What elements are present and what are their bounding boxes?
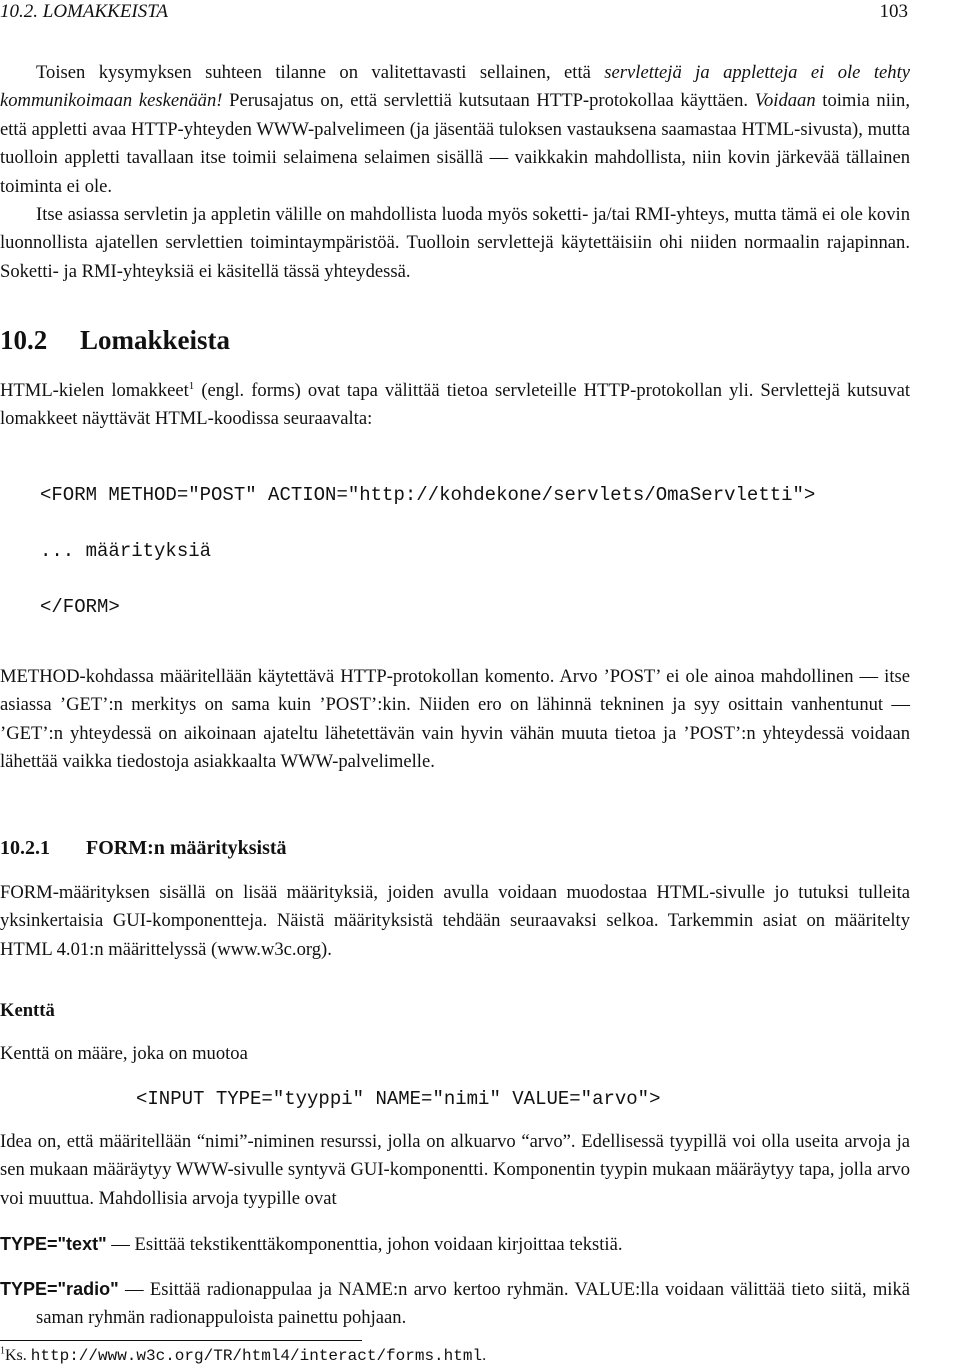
page-number: 103 [879,1,908,22]
chapter-title: 10.2. LOMAKKEISTA [0,1,169,22]
footnote-label: Ks. [5,1347,31,1364]
emphasis: Voidaan [754,90,816,112]
footnote-link[interactable]: http://www.w3c.org/TR/html4/interact/forms.html [30,1347,483,1365]
kentta-intro: Kenttä on määre, joka on muotoa [0,1043,248,1064]
subsection-title: FORM:n määrityksistä [86,837,287,859]
section-heading [0,322,230,358]
subsection-text [0,879,910,964]
subsection-number: 10.2.1 [0,837,50,859]
section-intro [0,377,910,434]
intro-paragraph-2: Itse asiassa servletin ja appletin välille on mahdollista luoda myös soketti- ja/tai RMI-yhteys, mutta tämä ei ole kovin luonnollista ajatellen servlettien toimintaympäristöä. Tuolloin servlettejä käytettäisiin ohi niiden normaalin rajapinnan. Soketti- ja RMI-yhteyksiä ei käsitellä tässä yhteydessä. [0,204,910,282]
emphasis: servlettejä ja appletteja ei ole tehty kommunikoimaan keskenään! [0,62,910,112]
type-text-term: TYPE="text" [0,1234,107,1254]
method-text [0,663,910,777]
subsection-heading [0,834,287,862]
form-code-line-1: <FORM METHOD="POST" ACTION="http://kohdekone/servlets/OmaServletti"> [40,484,816,506]
type-radio-definition [0,1275,910,1333]
intro-text [0,59,910,286]
type-radio-term: TYPE="radio" [0,1279,119,1299]
kentta-text [0,1128,910,1213]
running-head [0,0,908,26]
kentta-heading: Kenttä [0,1000,55,1021]
input-code: <INPUT TYPE="tyyppi" NAME="nimi" VALUE="arvo"> [136,1088,661,1110]
footnote-ref[interactable]: 1 [188,379,195,392]
subsection-paragraph: FORM-määrityksen sisällä on lisää määrityksiä, joiden avulla voidaan muodostaa HTML-sivulle jo tutuksi tulleita yksinkertaisia GUI-komponentteja. Näistä määrityksistä tehdään seuraavaksi selkoa. Tarkemmin asiat on määritelty HTML 4.01:n määrittelyssä (www.w3c.org). [0,882,910,960]
section-number: 10.2 [0,325,48,355]
section-title: Lomakkeista [80,325,231,355]
type-text-definition [0,1230,910,1259]
kentta-paragraph: Idea on, että määritellään “nimi”-niminen resurssi, jolla on alkuarvo “arvo”. Edellisessä tyypillä voi olla useita arvoja ja sen mukaan määräytyy WWW-sivulle syntyvä GUI-komponentti. Komponentin tyypin mukaan määräytyy tapa, jolla arvo voi muuttua. Mahdollisia arvoja tyypille ovat [0,1131,910,1209]
section-paragraph-2: METHOD-kohdassa määritellään käytettävä HTTP-protokollan komento. Arvo ’POST’ ei ole ainoa mahdollinen — itse asiassa ’GET’:n merkitys on sama kuin ’POST’:kin. Niiden ero on lähinnä tekninen ja syy osittain vanhentunut — ’GET’:n yhteydessä on aikoinaan ajateltu lähetettävän vain hyvin vähän muuta tietoa ja ’POST’:n yhteydessä voidaan lähettää vaikka tiedostoja asiakkaalta WWW-palvelimelle. [0,666,910,773]
section-paragraph-1: HTML-kielen lomakkeet$^1$ (engl. forms) ovat tapa välittää tietoa servleteille HTTP-protokollan yli. Servlettejä kutsuvat lomakkeet näyttävät HTML-koodissa seuraavalta: [0,379,910,430]
form-code-line-3: </FORM> [40,596,120,618]
footnote-number: 1 [0,1345,5,1357]
intro-paragraph-1: Toisen kysymyksen suhteen tilanne on valitettavasti sellainen, että servlettejä ja appletteja ei ole tehty kommunikoimaan keskenään! Perusajatus on, että servlettiä kutsutaan HTTP-protokollaa käyttäen. Voidaan toimia niin, että appletti avaa HTTP-yhteyden WWW-palvelimeen (ja jäsentää tuloksen vastauksena saamastaa HTML-sivusta), mutta tuolloin appletti tavallaan itse toimii selaimena selaimen sisällä — vaikkakin mahdollista, niin kovin järkevää tällainen toiminta ei ole. [0,62,910,197]
footnote: $^1$Ks. http://www.w3c.org/TR/html4/interact/forms.html. [0,1345,487,1365]
type-text-desc: — Esittää tekstikenttäkomponenttia, johon voidaan kirjoittaa tekstiä. [106,1234,623,1255]
type-radio-desc: — Esittää radionappulaa ja NAME:n arvo kertoo ryhmän. VALUE:lla voidaan välittää tieto siitä, mikä saman ryhmän radionappuloista painettu pohjaan. [36,1279,910,1329]
footnote-rule [0,1340,362,1341]
form-code-line-2: ... määrityksiä [40,540,212,562]
